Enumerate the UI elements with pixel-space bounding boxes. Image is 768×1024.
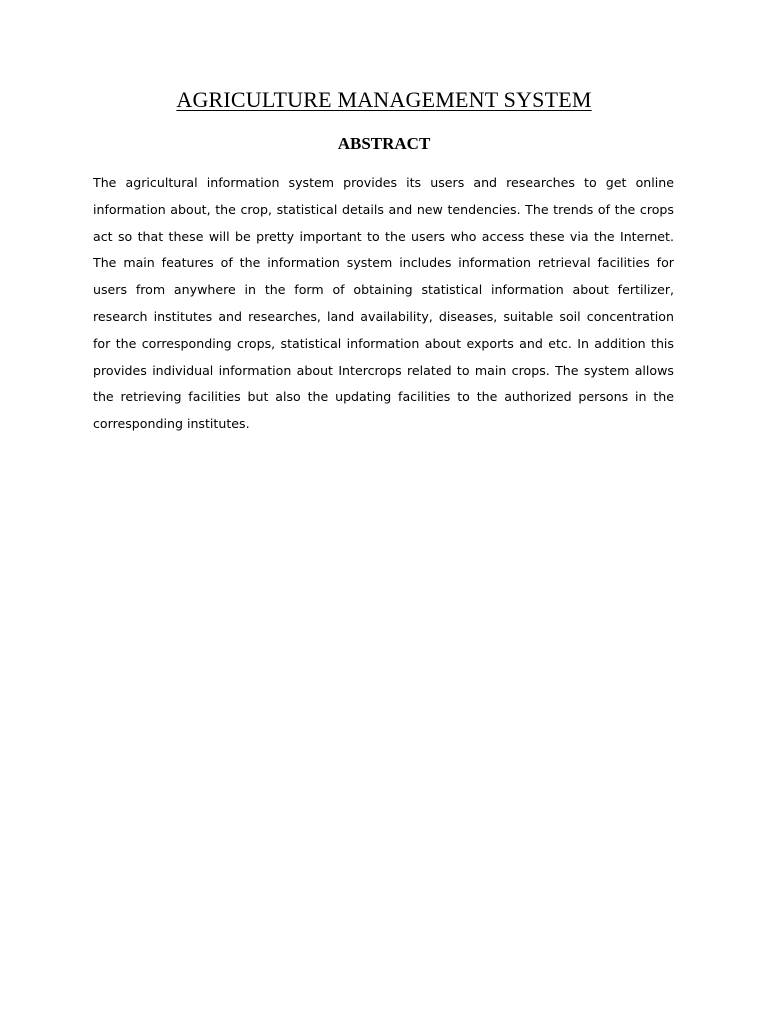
document-title: AGRICULTURE MANAGEMENT SYSTEM [176, 87, 592, 112]
abstract-paragraph: The agricultural information system provides its users and researches to get online information about, the crop, statistical details and new tendencies. The trends of the crops act so that these will be pretty important to the users who access these via the Internet. The main features of the information system includes information retrieval facilities for users from anywhere in the form of obtaining statistical information about fertilizer, research institutes and researches, land availability, diseases, suitable soil concentration for the corresponding crops, statistical information about exports and etc. In addition this provides individual information about Intercrops related to main crops. The system allows the retrieving facilities but also the updating facilities to the authorized persons in the corresponding institutes. [93, 175, 674, 432]
abstract-heading: ABSTRACT [337, 134, 431, 153]
